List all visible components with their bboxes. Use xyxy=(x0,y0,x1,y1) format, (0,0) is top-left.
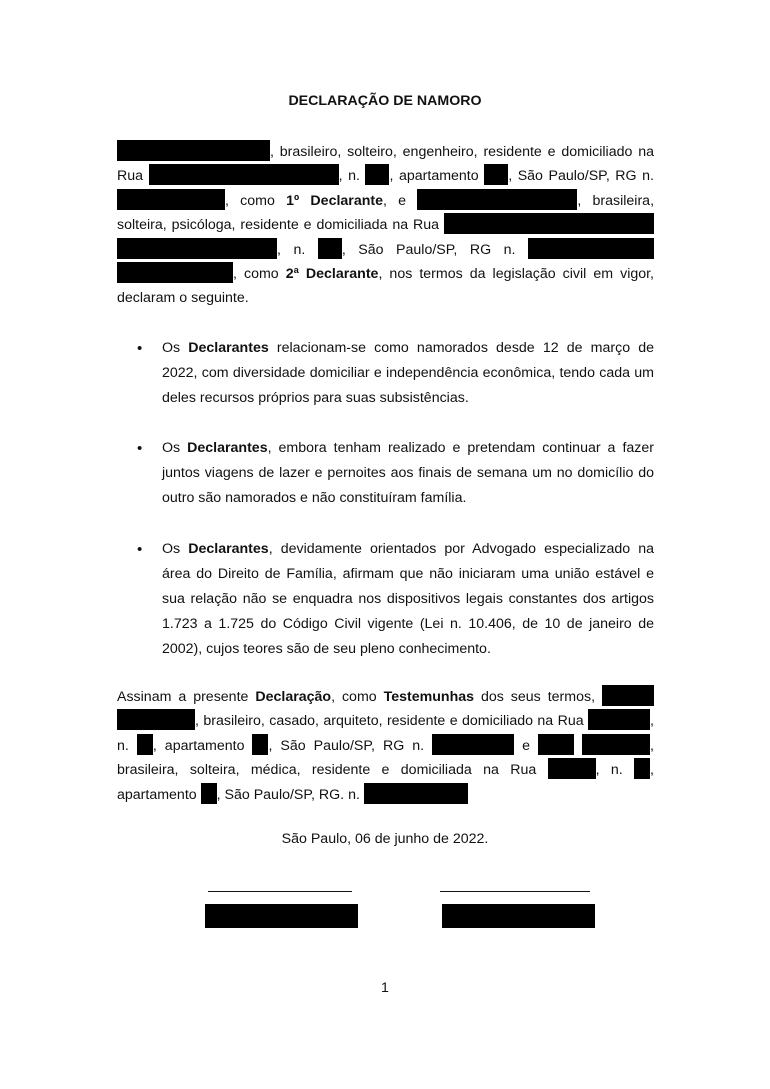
intro-paragraph: , brasileiro, solteiro, engenheiro, residente e domiciliado na Rua , n. , apartamento , São Paulo/SP, RG n. , como 1º Declarante, e , brasileira, solteira, psicóloga, residente e domiciliada na Rua , n. , São Paulo/SP, RG n. , como 2ª Declarante, nos termos da legislação civil em vigor, declaram o seguinte. xyxy=(117,140,654,311)
redacted-block xyxy=(117,709,195,730)
bullet-marker: • xyxy=(137,440,143,457)
redacted-block xyxy=(528,238,654,259)
page-number: 1 xyxy=(381,980,389,996)
redacted-block xyxy=(588,709,650,730)
redacted-block xyxy=(634,758,650,779)
witnesses-paragraph: Assinam a presente Declaração, como Testemunhas dos seus termos, , brasileiro, casado, arquiteto, residente e domiciliado na Rua , n. , apartamento , São Paulo/SP, RG n. e , brasileira, solteira, médica, residente e domiciliada na Rua , n. , apartamento , São Paulo/SP, RG. n. xyxy=(117,685,654,807)
redacted-block xyxy=(432,734,514,755)
bullet-marker: • xyxy=(137,340,143,357)
redacted-block xyxy=(548,758,596,779)
redacted-signature-name-1 xyxy=(205,904,358,928)
second-declarant-label: 2ª Declarante xyxy=(285,266,379,283)
bullet-item-2: Os Declarantes, embora tenham realizado e pretendam continuar a fazer juntos viagens de lazer e pernoites aos finais de semana um no domicílio do outro são namorados e não constituíram família. xyxy=(162,440,654,506)
redacted-block xyxy=(484,164,508,185)
redacted-block xyxy=(201,783,217,804)
first-declarant-label: 1º Declarante xyxy=(286,192,383,209)
document-title: DECLARAÇÃO DE NAMORO xyxy=(288,93,482,109)
redacted-block xyxy=(602,685,654,706)
signature-line-2 xyxy=(440,891,590,892)
redacted-block xyxy=(117,262,233,283)
redacted-block xyxy=(117,140,270,161)
bullet-item-3: Os Declarantes, devidamente orientados por Advogado especializado na área do Direito de Família, afirmam que não iniciaram uma união estável e sua relação não se enquadra nos dispositivos legais constantes dos artigos 1.723 a 1.725 do Código Civil vigente (Lei n. 10.406, de 10 de janeiro de 2002), cujos teores são de seu pleno conhecimento. xyxy=(162,541,654,657)
redacted-block xyxy=(538,734,574,755)
redacted-block xyxy=(365,164,389,185)
redacted-block xyxy=(417,189,577,210)
redacted-block xyxy=(117,189,225,210)
bullet-marker: • xyxy=(137,541,143,558)
document-date: São Paulo, 06 de junho de 2022. xyxy=(281,831,489,847)
redacted-block xyxy=(582,734,650,755)
redacted-block xyxy=(137,734,153,755)
redacted-block xyxy=(117,238,277,259)
redacted-block xyxy=(444,213,654,234)
redacted-block xyxy=(252,734,268,755)
redacted-signature-name-2 xyxy=(442,904,595,928)
redacted-block xyxy=(149,164,339,185)
redacted-block xyxy=(364,783,468,804)
signature-line-1 xyxy=(208,891,352,892)
bullet-item-1: Os Declarantes relacionam-se como namorados desde 12 de março de 2022, com diversidade domiciliar e independência econômica, tendo cada um deles recursos próprios para suas subsistências. xyxy=(162,340,654,406)
redacted-block xyxy=(318,238,342,259)
